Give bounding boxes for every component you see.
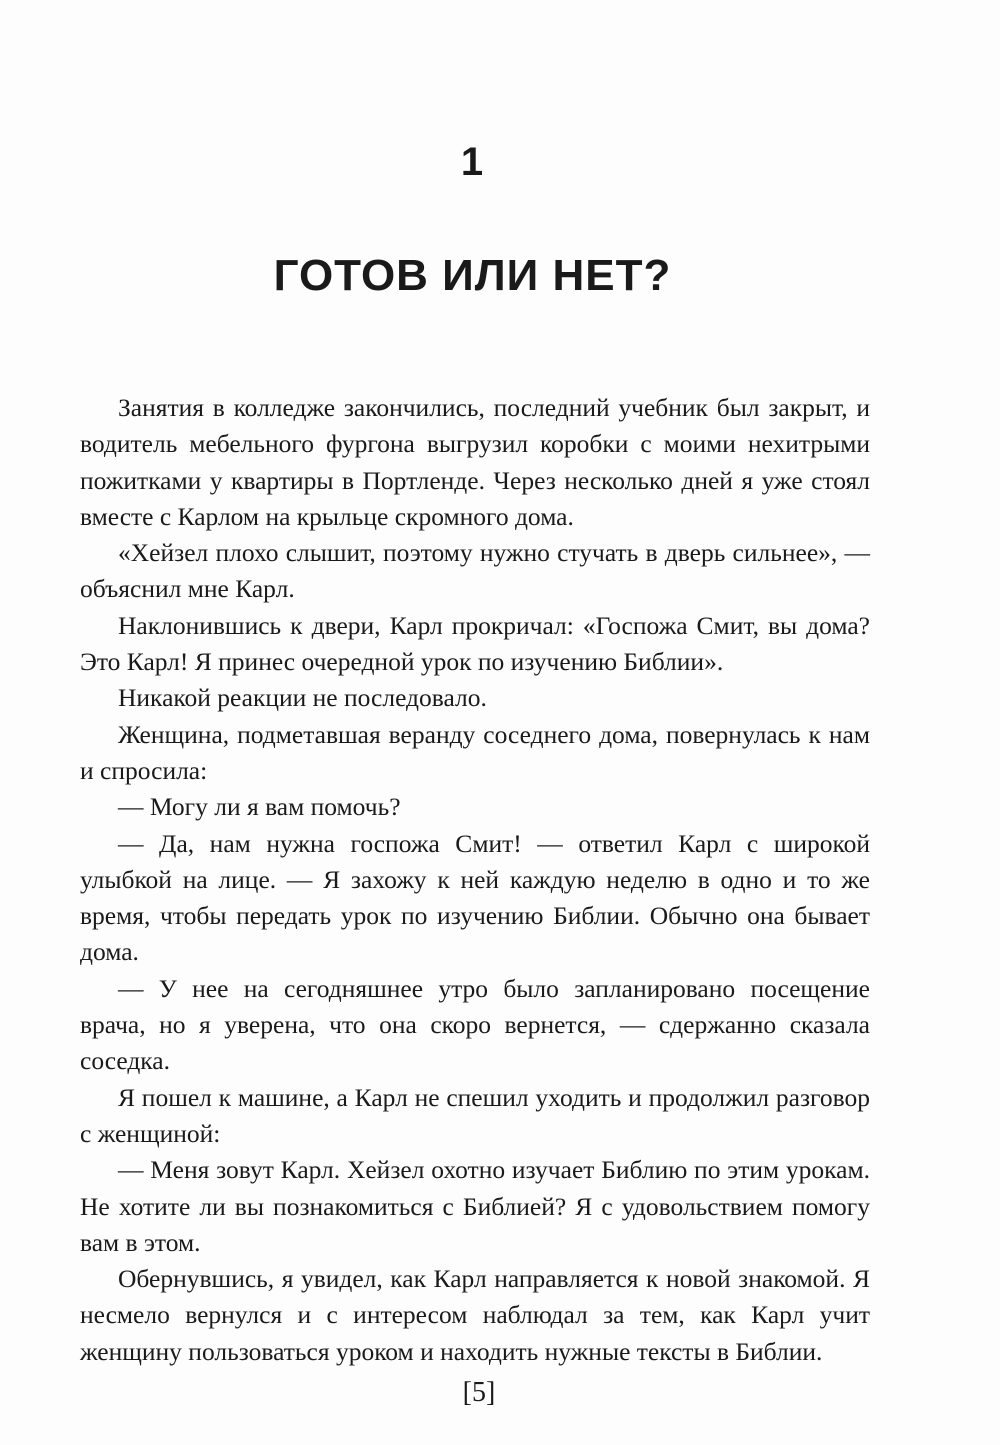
paragraph: — У нее на сегодняшнее утро было запланировано посещение врача, но я уверена, что она скоро вернется, — сдержанно сказала соседка. xyxy=(80,973,870,1076)
paragraph: Наклонившись к двери, Карл прокричал: «Госпожа Смит, вы дома? Это Карл! Я принес очередной урок по изучению Библии». xyxy=(80,610,870,677)
paragraph: — Меня зовут Карл. Хейзел охотно изучает Библию по этим урокам. Не хотите ли вы познакомиться с Библией? Я с удовольствием помогу вам в этом. xyxy=(80,1155,870,1257)
paragraph: Женщина, подметавшая веранду соседнего дома, повернулась к нам и спросила: xyxy=(80,719,870,785)
paragraph: — Да, нам нужна госпожа Смит! — ответил Карл с широкой улыбкой на лице. — Я захожу к ней каждую неделю в одно и то же время, чтобы передать урок по изучению Библии. Обычно она бывает дома. xyxy=(80,828,870,967)
paragraph: Никакой реакции не последовало. xyxy=(118,683,487,713)
paragraph: Я пошел к машине, а Карл не спешил уходить и продолжил разговор с женщиной: xyxy=(80,1082,870,1148)
page-number: [5] xyxy=(462,1377,496,1408)
paragraph: — Могу ли я вам помочь? xyxy=(118,792,401,822)
chapter-title: ГОТОВ ИЛИ НЕТ? xyxy=(273,251,672,300)
chapter-number: 1 xyxy=(460,140,485,184)
paragraph: «Хейзел плохо слышит, поэтому нужно стучать в дверь сильнее», — объяснил мне Карл. xyxy=(80,538,870,604)
paragraph: Обернувшись, я увидел, как Карл направляется к новой знакомой. Я несмело вернулся и с интересом наблюдал за тем, как Карл учит женщину пользоваться уроком и находить нужные тексты в Библии. xyxy=(80,1264,870,1366)
chapter-body xyxy=(80,390,870,1370)
paragraph: Занятия в колледже закончились, последний учебник был закрыт, и водитель мебельного фургона выгрузил коробки с моими нехитрыми пожитками у квартиры в Портленде. Через несколько дней я уже стоял вместе с Карлом на крыльце скромного дома. xyxy=(80,393,870,531)
